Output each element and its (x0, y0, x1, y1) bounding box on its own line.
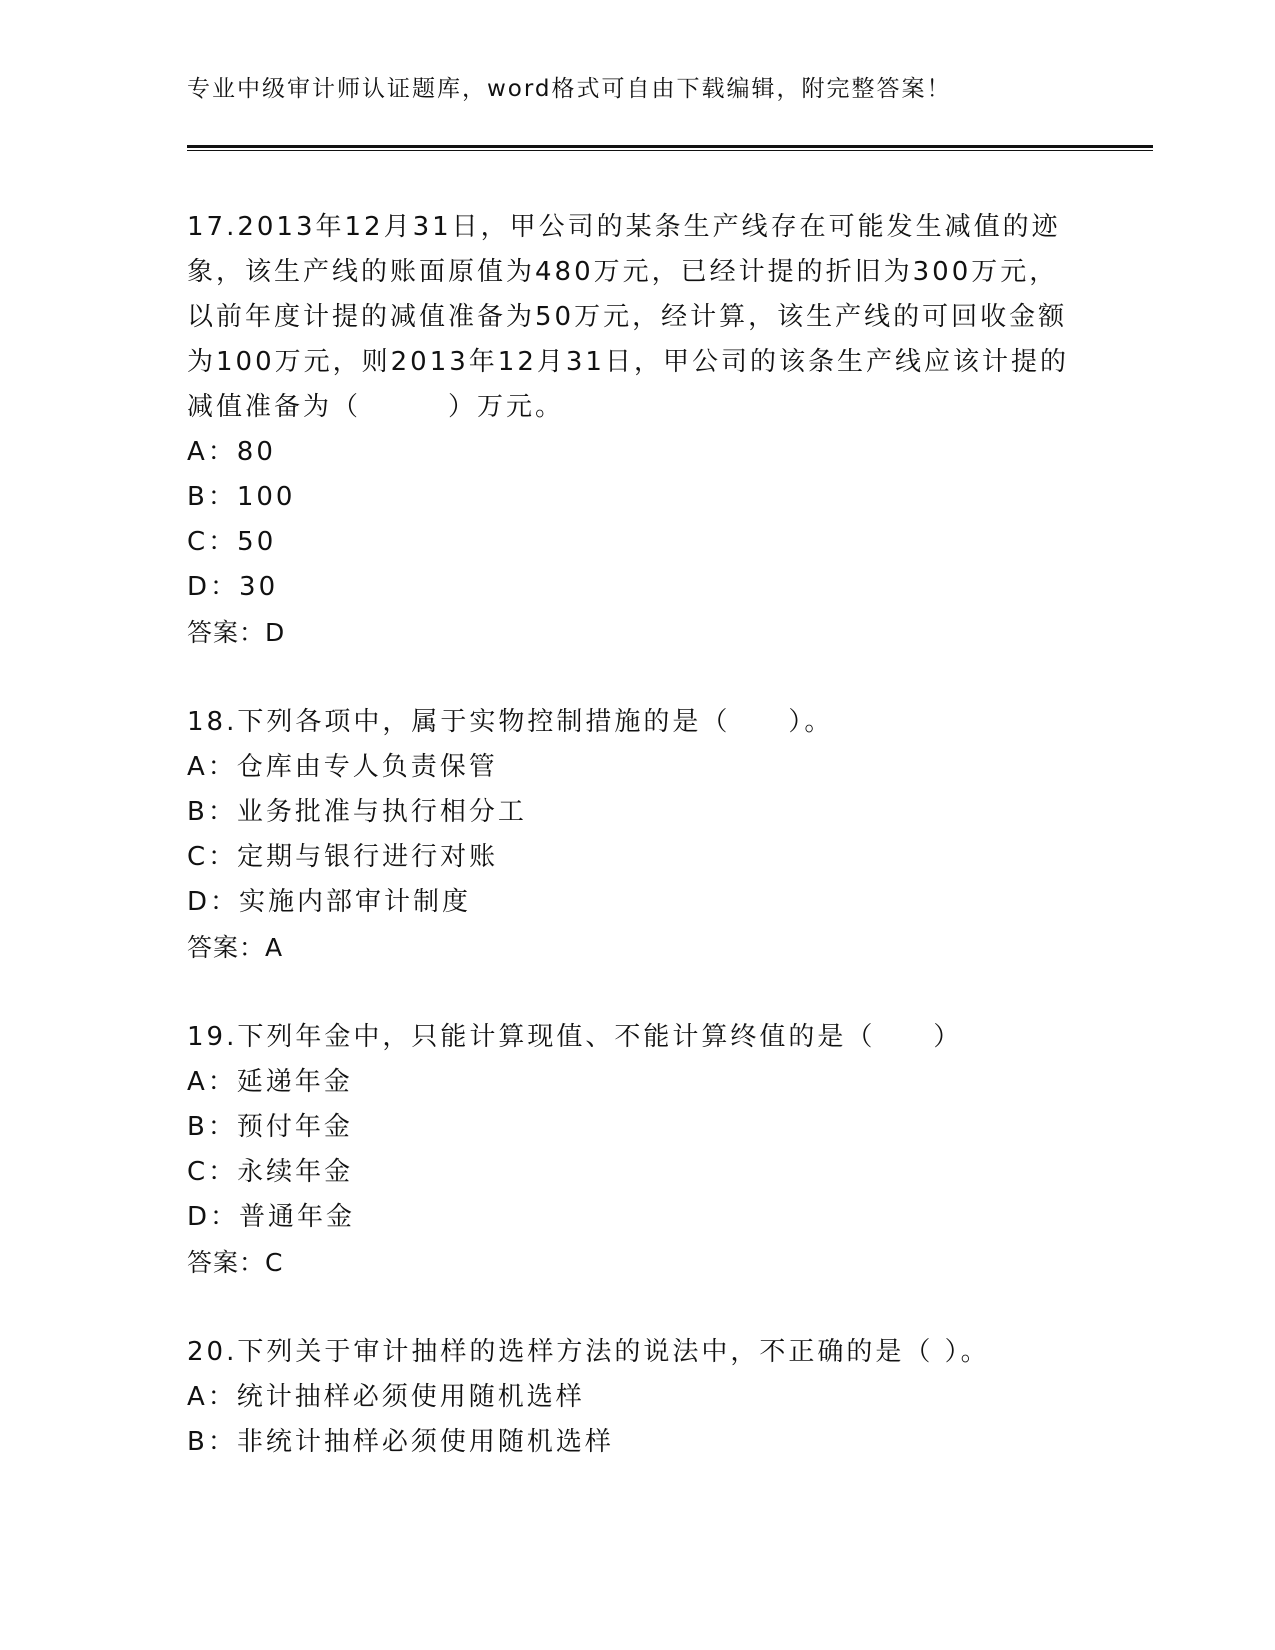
page-header: 专业中级审计师认证题库，word格式可自由下载编辑，附完整答案！ (187, 76, 952, 102)
question-stem: 17.2013年12月31日，甲公司的某条生产线存在可能发生减值的迹象，该生产线的账面原值为480万元，已经计提的折旧为300万元，以前年度计提的减值准备为50万元，经计算，该生产线的可回收金额为100万元，则2013年12月31日，甲公司的该条生产线应该计提的减值准备为（ ）万元。 (187, 212, 1069, 422)
option-a: A：延递年金 (187, 1067, 353, 1097)
answer-line: 答案：C (187, 1248, 284, 1277)
option-d: D：普通年金 (187, 1202, 356, 1232)
option-d: D：30 (187, 572, 279, 602)
option-a: A：80 (187, 437, 276, 467)
header-divider-thin (187, 150, 1153, 151)
question-list (187, 205, 1087, 1510)
option-a: A：统计抽样必须使用随机选样 (187, 1382, 585, 1412)
answer-line: 答案：A (187, 933, 284, 962)
question-20 (187, 1330, 1087, 1465)
option-b: B：预付年金 (187, 1112, 353, 1142)
option-b: B：非统计抽样必须使用随机选样 (187, 1427, 614, 1457)
question-17 (187, 205, 1087, 655)
option-b: B：业务批准与执行相分工 (187, 797, 527, 827)
option-c: C：定期与银行进行对账 (187, 842, 499, 872)
question-19 (187, 1015, 1087, 1285)
option-b: B：100 (187, 482, 296, 512)
option-c: C：50 (187, 527, 277, 557)
header-divider-thick (187, 145, 1153, 148)
answer-line: 答案：D (187, 618, 286, 647)
question-18 (187, 700, 1087, 970)
question-stem: 19.下列年金中，只能计算现值、不能计算终值的是（ ） (187, 1022, 963, 1052)
question-stem: 20.下列关于审计抽样的选样方法的说法中，不正确的是（ ）。 (187, 1337, 990, 1367)
option-a: A：仓库由专人负责保管 (187, 752, 498, 782)
question-stem: 18.下列各项中，属于实物控制措施的是（ ）。 (187, 707, 834, 737)
option-c: C：永续年金 (187, 1157, 354, 1187)
option-d: D：实施内部审计制度 (187, 887, 472, 917)
